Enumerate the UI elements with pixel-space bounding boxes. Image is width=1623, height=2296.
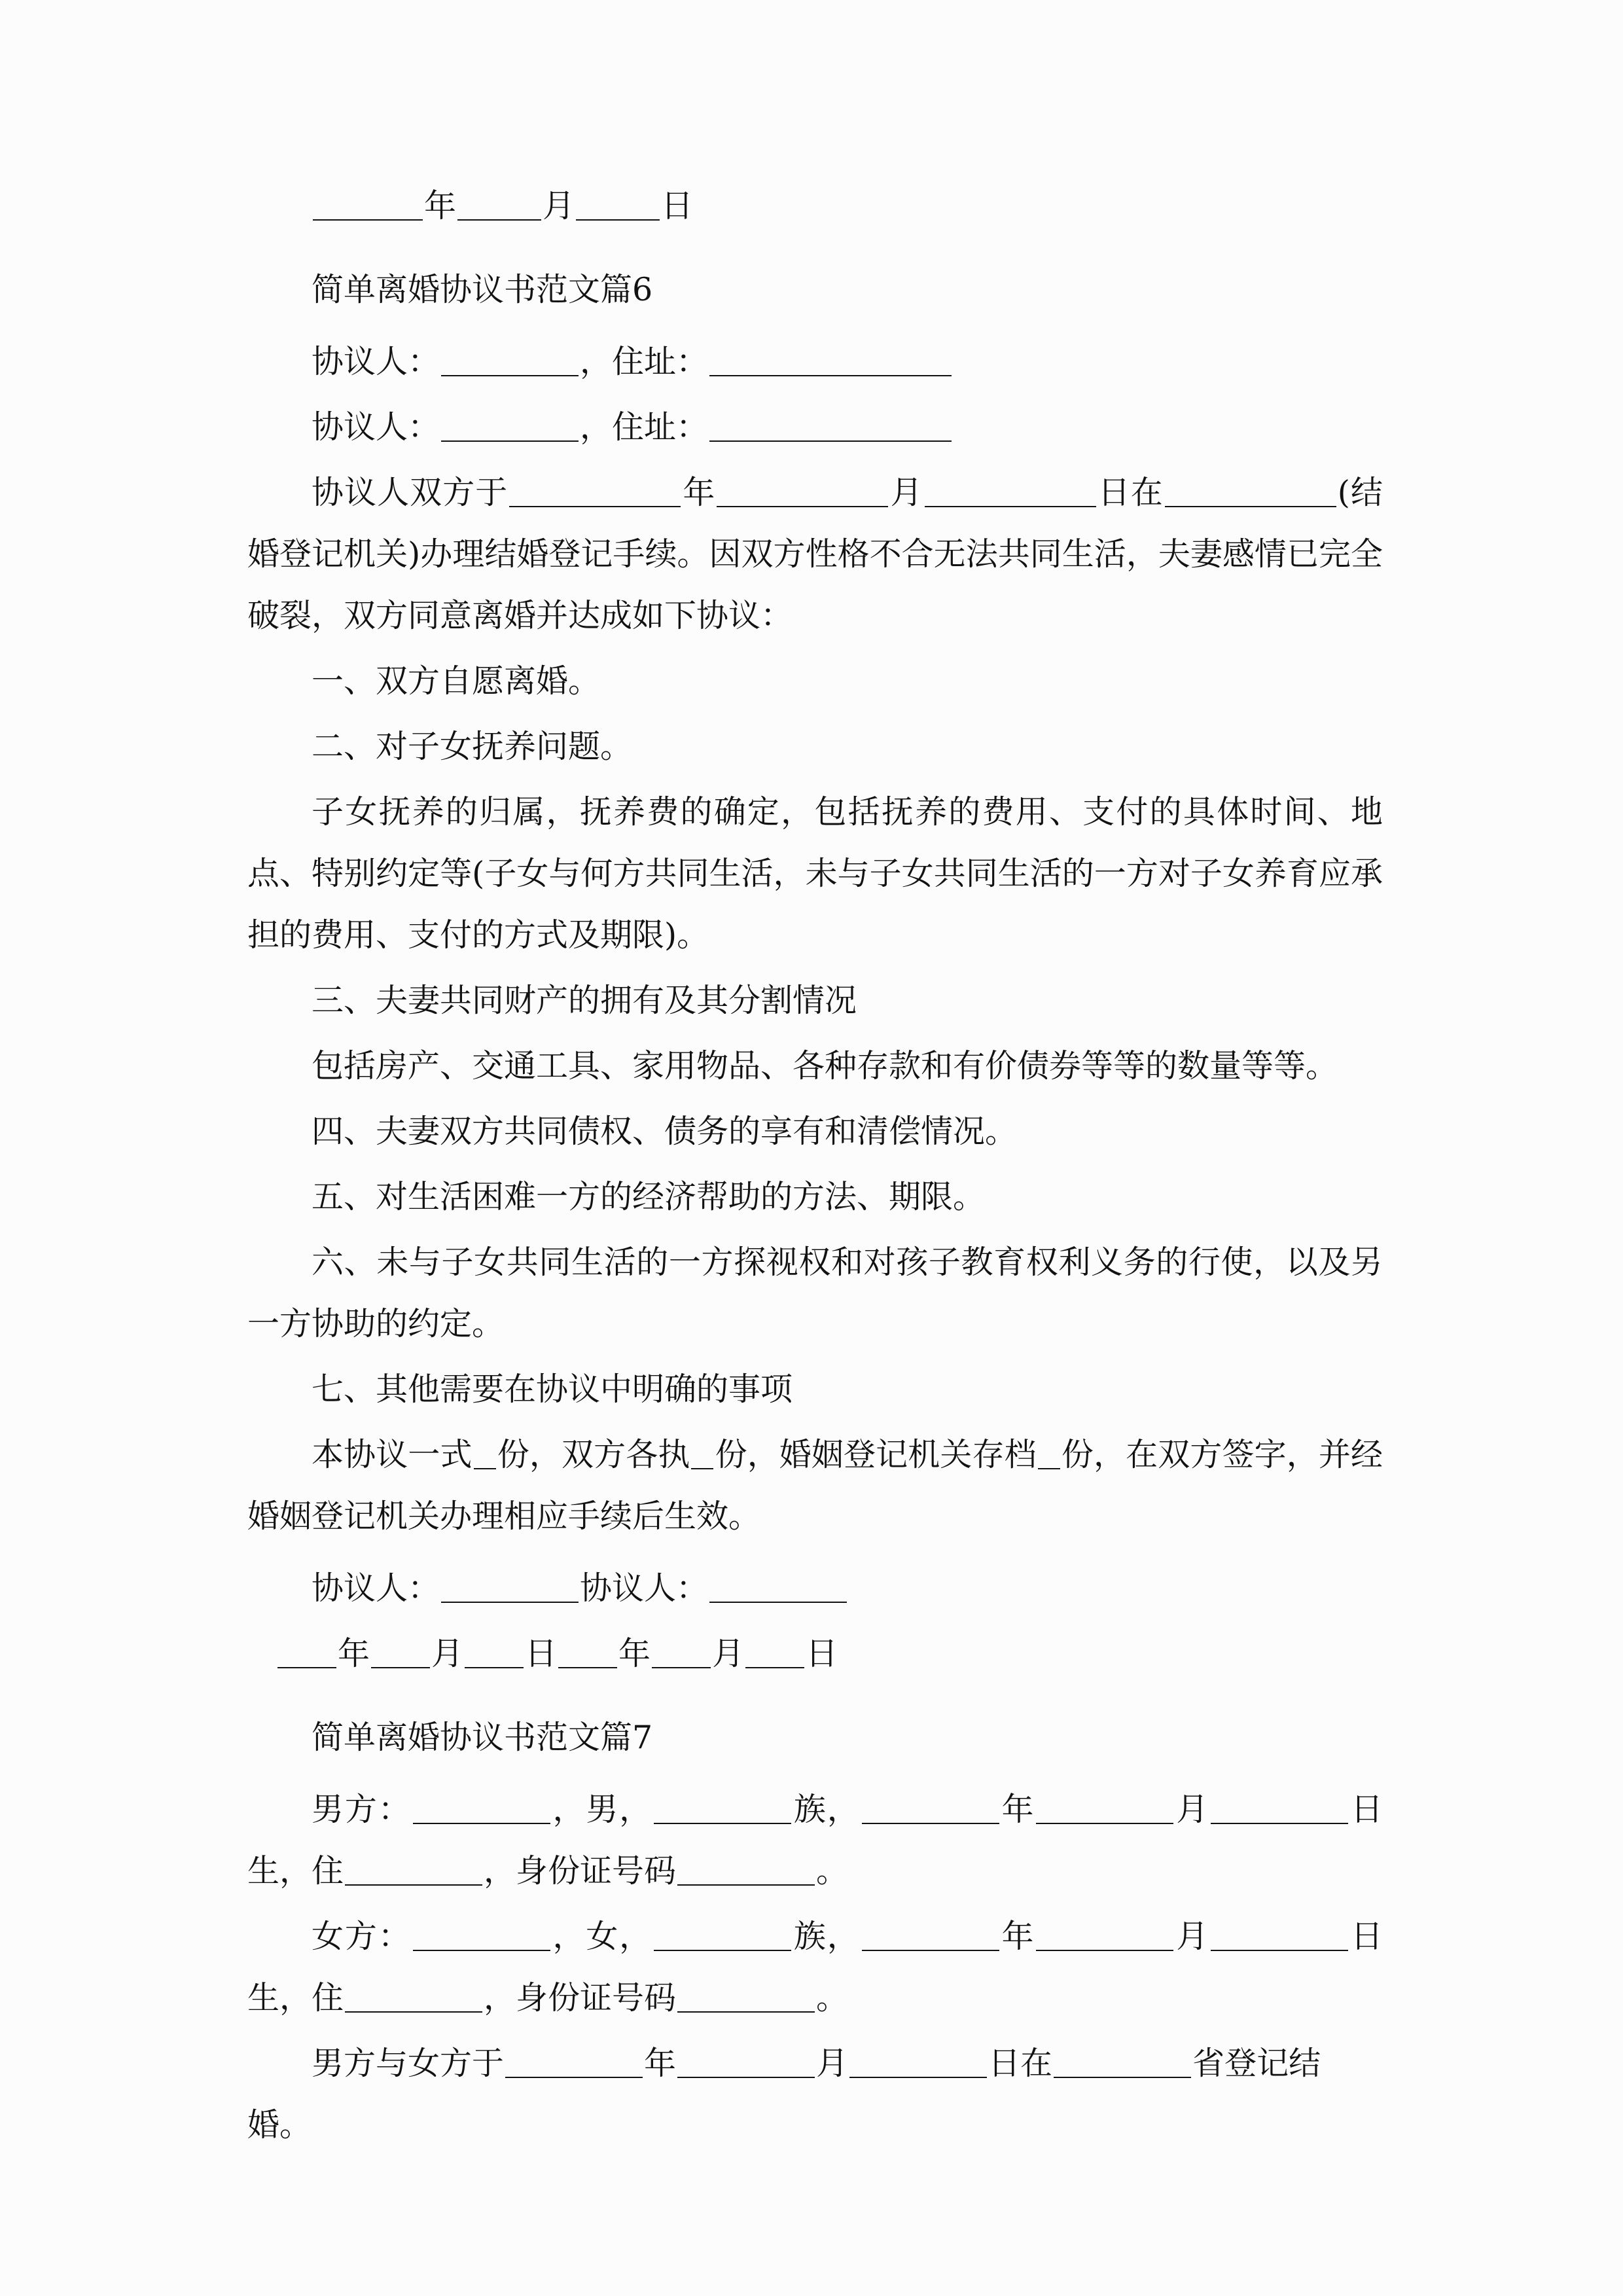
male-birth-year-blank (862, 1791, 999, 1824)
male-label: 男方： (312, 1791, 412, 1828)
copies-part-4: 份，在双方签字，并经婚姻登记机关办理相应手续后生效。 (247, 1436, 1383, 1535)
sig2-month-label: 月 (712, 1635, 745, 1672)
spacer (247, 1547, 1383, 1558)
sig1-year-label: 年 (338, 1635, 370, 1672)
marriage-month-blank (717, 475, 888, 507)
female-birth-day-blank (1211, 1918, 1348, 1951)
intro-day: 日在 (1097, 474, 1164, 511)
clause-item-5: 五、对生活困难一方的经济帮助的方法、期限。 (312, 1178, 986, 1215)
sig2-year-blank (558, 1636, 617, 1668)
male-address-blank (345, 1853, 482, 1886)
marriage-year-blank (509, 475, 681, 507)
section-6-title: 简单离婚协议书范文篇6 (312, 271, 653, 308)
female-birth-year-blank (862, 1918, 999, 1951)
document-content (247, 175, 1383, 2156)
sig2-day-label: 日 (806, 1635, 838, 1672)
male-period: 。 (816, 1852, 849, 1890)
top-date-line (247, 175, 1383, 237)
marriage-province-blank (1054, 2045, 1191, 2078)
male-birth-tail: 日生，住 (247, 1791, 1383, 1890)
clause-item-3: 三、夫妻共同财产的拥有及其分割情况 (312, 982, 857, 1019)
address-label: ，住址： (580, 408, 709, 446)
party-2-name-blank (441, 409, 579, 442)
female-ethnic-blank (654, 1918, 791, 1951)
sig2-day-blank (745, 1636, 804, 1668)
date-year-blank (313, 188, 423, 221)
party-2-line (247, 397, 1383, 458)
month-label: 月 (543, 187, 575, 224)
male-sex: ，男， (551, 1791, 653, 1828)
marriage-part-5: 省登记结婚。 (247, 2045, 1321, 2144)
marriage-registration-line (247, 2033, 1383, 2156)
female-id-label: ，身份证号码 (484, 1979, 677, 2017)
male-ethnic-label: 族， (793, 1791, 861, 1828)
intro-month: 月 (889, 474, 923, 511)
marriage-day-blank-2 (849, 2045, 987, 2078)
signature-line (247, 1558, 1383, 1619)
female-sex: ，女， (551, 1918, 653, 1955)
clause-item-2: 二、对子女抚养问题。 (312, 728, 633, 765)
sig1-year-blank (277, 1636, 336, 1668)
female-period: 。 (816, 1979, 849, 2017)
clause-item-4: 四、夫妻双方共同债权、债务的享有和清偿情况。 (312, 1113, 1018, 1150)
sig1-day-label: 日 (525, 1635, 558, 1672)
sig1-day-blank (465, 1636, 524, 1668)
party-1-name-blank (441, 344, 579, 376)
female-party-paragraph (247, 1906, 1383, 2029)
copies-part-3: 份，婚姻登记机关存档 (715, 1436, 1037, 1473)
copies-total-blank (474, 1437, 496, 1469)
day-label: 日 (661, 187, 694, 224)
copies-archive-blank (1038, 1437, 1060, 1469)
intro-year: 年 (682, 474, 716, 511)
sig2-year-label: 年 (618, 1635, 651, 1672)
marriage-year-blank-2 (505, 2045, 643, 2078)
copies-each-blank (691, 1437, 713, 1469)
intro-tail: 办理结婚登记手续。因双方性格不合无法共同生活，夫妻感情已完全破裂，双方同意离婚并达成如下协议： (247, 535, 1383, 634)
signature-label-1: 协议人： (312, 1570, 440, 1607)
clause-item-2-body: 子女抚养的归属，抚养费的确定，包括抚养的费用、支付的具体时间、地点、特别约定等(子女与何方共同生活，未与子女共同生活的一方对子女养育应承担的费用、支付的方式及期限)。 (247, 793, 1383, 954)
signature-date-line (247, 1623, 1383, 1685)
year-label: 年 (424, 187, 457, 224)
copies-part-2: 份，双方各执 (497, 1436, 690, 1473)
clause-item-3-body: 包括房产、交通工具、家用物品、各种存款和有价债券等等的数量等等。 (312, 1047, 1338, 1085)
party-2-address-blank (709, 409, 952, 442)
male-id-blank (677, 1853, 815, 1886)
female-month-label: 月 (1175, 1918, 1210, 1955)
marriage-month-blank-2 (677, 2045, 815, 2078)
spacer (247, 1685, 1383, 1707)
marriage-part-3: 月 (816, 2045, 849, 2082)
intro-prefix: 协议人双方于 (312, 474, 508, 511)
male-party-paragraph (247, 1779, 1383, 1902)
female-id-blank (677, 1980, 815, 2013)
female-birth-month-blank (1036, 1918, 1173, 1951)
marriage-authority-blank (1165, 475, 1336, 507)
female-label: 女方： (312, 1918, 412, 1955)
date-month-blank (457, 188, 541, 221)
signature-label-2: 协议人： (580, 1570, 709, 1607)
copies-paragraph (247, 1424, 1383, 1547)
female-year-label: 年 (1000, 1918, 1035, 1955)
sig1-month-label: 月 (431, 1635, 464, 1672)
sig2-month-blank (652, 1636, 711, 1668)
female-address-blank (345, 1980, 482, 2013)
female-birth-tail: 日生，住 (247, 1918, 1383, 2017)
male-month-label: 月 (1175, 1791, 1210, 1828)
male-birth-month-blank (1036, 1791, 1173, 1824)
signature-blank-1 (441, 1570, 579, 1603)
clause-item-7: 七、其他需要在协议中明确的事项 (312, 1371, 793, 1408)
section-7-title: 简单离婚协议书范文篇7 (312, 1719, 653, 1756)
female-ethnic-label: 族， (793, 1918, 861, 1955)
marriage-part-1: 男方与女方于 (312, 2045, 505, 2082)
male-id-label: ，身份证号码 (484, 1852, 677, 1890)
marriage-part-2: 年 (644, 2045, 677, 2082)
male-name-blank (413, 1791, 550, 1824)
male-ethnic-blank (654, 1791, 791, 1824)
party-1-address-blank (709, 344, 952, 376)
marriage-day-blank (925, 475, 1096, 507)
party-1-line (247, 331, 1383, 393)
copies-part-1: 本协议一式 (312, 1436, 473, 1473)
clause-item-1: 一、双方自愿离婚。 (312, 662, 601, 700)
spacer (247, 1768, 1383, 1779)
spacer (247, 237, 1383, 259)
signature-blank-2 (709, 1570, 847, 1603)
marriage-part-4: 日在 (988, 2045, 1053, 2082)
clause-item-6: 六、未与子女共同生活的一方探视权和对孩子教育权利义务的行使，以及另一方协助的约定。 (247, 1244, 1383, 1342)
spacer (247, 321, 1383, 331)
intro-authority: (结婚登记机关) (247, 474, 1383, 573)
address-label: ，住址： (580, 343, 709, 380)
female-name-blank (413, 1918, 550, 1951)
sig1-month-blank (371, 1636, 430, 1668)
date-day-blank (576, 188, 660, 221)
party-label: 协议人： (312, 343, 440, 380)
male-year-label: 年 (1000, 1791, 1035, 1828)
intro-paragraph (247, 462, 1383, 647)
male-birth-day-blank (1211, 1791, 1348, 1824)
party-label: 协议人： (312, 408, 440, 446)
